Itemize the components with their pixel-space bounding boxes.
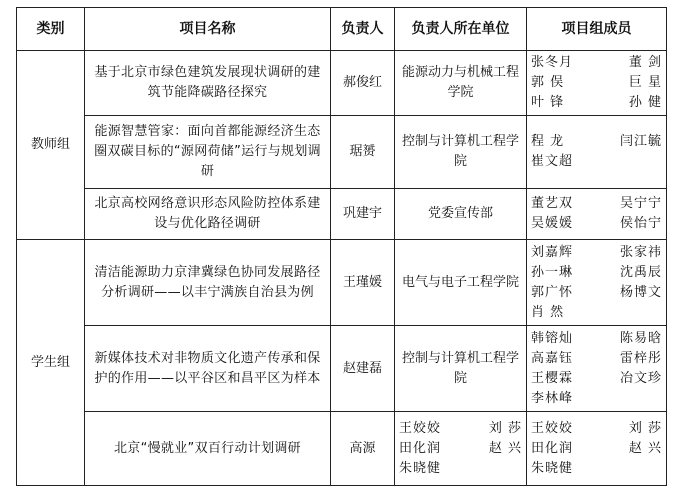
member-list <box>399 419 522 479</box>
members-cell <box>527 412 667 486</box>
member-list <box>531 194 662 234</box>
member-name: 冶文珍 <box>619 370 662 386</box>
leader-cell: 郝俊红 <box>331 51 395 116</box>
category-cell: 学生组 <box>17 240 85 486</box>
members-cell <box>527 240 667 326</box>
member-name: 巨 星 <box>628 75 662 90</box>
member-list <box>531 53 662 113</box>
member-name: 张冬月 <box>531 55 574 70</box>
table-row <box>17 51 667 116</box>
project-name-cell: 基于北京市绿色建筑发展现状调研的建筑节能降碳路径探究 <box>85 51 331 116</box>
project-name-cell: 清洁能源助力京津冀绿色协同发展路径分析调研——以丰宁满族自治县为例 <box>85 240 331 326</box>
members-cell <box>527 51 667 116</box>
member-list <box>531 243 662 323</box>
member-name: 崔文超 <box>531 154 574 169</box>
member-name: 朱晓健 <box>399 460 442 476</box>
member-name: 杨博文 <box>619 284 662 300</box>
member-list <box>531 132 662 172</box>
member-name: 赵 兴 <box>628 440 662 456</box>
member-name: 张家祎 <box>619 244 662 260</box>
header-leader: 负责人 <box>331 8 395 51</box>
table-row <box>17 116 667 189</box>
member-name: 朱晓健 <box>531 460 574 476</box>
unit-cell: 控制与计算机工程学院 <box>395 326 527 412</box>
members-cell <box>527 189 667 240</box>
member-name: 董 剑 <box>628 55 662 70</box>
leader-cell: 赵建磊 <box>331 326 395 412</box>
member-name: 沈禹辰 <box>619 264 662 280</box>
member-list <box>531 329 662 409</box>
table-row <box>17 412 667 486</box>
member-name: 侯怡宁 <box>619 216 662 231</box>
unit-cell: 党委宣传部 <box>395 189 527 240</box>
member-name: 王姣姣 <box>399 420 442 436</box>
member-name: 董艺双 <box>531 196 574 211</box>
leader-cell: 琚赟 <box>331 116 395 189</box>
member-name: 刘 莎 <box>628 420 662 436</box>
project-name-cell: 北京“慢就业”双百行动计划调研 <box>85 412 331 486</box>
unit-cell: 控制与计算机工程学院 <box>395 116 527 189</box>
member-name: 孙一琳 <box>531 264 574 280</box>
leader-cell: 巩建宇 <box>331 189 395 240</box>
member-name: 陈易晗 <box>619 330 662 346</box>
project-name-cell: 北京高校网络意识形态风险防控体系建设与优化路径调研 <box>85 189 331 240</box>
header-project-name: 项目名称 <box>85 8 331 51</box>
member-name: 韩镕灿 <box>531 330 574 346</box>
header-members: 项目组成员 <box>527 8 667 51</box>
member-name: 郭 俣 <box>531 75 565 90</box>
member-name: 吴媛媛 <box>531 216 574 231</box>
member-name: 王樱霖 <box>531 370 574 386</box>
unit-cell <box>395 412 527 486</box>
header-unit: 负责人所在单位 <box>395 8 527 51</box>
unit-cell: 能源动力与机械工程学院 <box>395 51 527 116</box>
member-name: 雷梓彤 <box>619 350 662 366</box>
leader-cell: 高源 <box>331 412 395 486</box>
member-name: 郭广怀 <box>531 284 574 300</box>
header-category: 类别 <box>17 8 85 51</box>
member-name: 闫江毓 <box>619 134 662 149</box>
member-name: 孙 健 <box>628 95 662 110</box>
member-name: 肖 然 <box>531 304 565 320</box>
unit-cell: 电气与电子工程学院 <box>395 240 527 326</box>
member-name: 王姣姣 <box>531 420 574 436</box>
header-row <box>17 8 667 51</box>
member-name: 高嘉钰 <box>531 350 574 366</box>
project-name-cell: 能源智慧管家：面向首都能源经济生态圈双碳目标的“源网荷储”运行与规划调研 <box>85 116 331 189</box>
member-name: 吴宁宁 <box>619 196 662 211</box>
member-name: 田化润 <box>531 440 574 456</box>
category-cell: 教师组 <box>17 51 85 240</box>
members-cell <box>527 116 667 189</box>
table-row <box>17 189 667 240</box>
table-row <box>17 240 667 326</box>
member-list <box>531 419 662 479</box>
project-name-cell: 新媒体技术对非物质文化遗产传承和保护的作用——以平谷区和昌平区为样本 <box>85 326 331 412</box>
member-name: 田化润 <box>399 440 442 456</box>
project-table <box>16 7 667 486</box>
member-name: 赵 兴 <box>488 440 522 456</box>
member-name: 李林峰 <box>531 390 574 406</box>
members-cell <box>527 326 667 412</box>
member-name: 刘 莎 <box>488 420 522 436</box>
leader-cell: 王瑾媛 <box>331 240 395 326</box>
table-row <box>17 326 667 412</box>
member-name: 程 龙 <box>531 134 565 149</box>
member-name: 叶 锋 <box>531 95 565 110</box>
member-name: 刘嘉辉 <box>531 244 574 260</box>
